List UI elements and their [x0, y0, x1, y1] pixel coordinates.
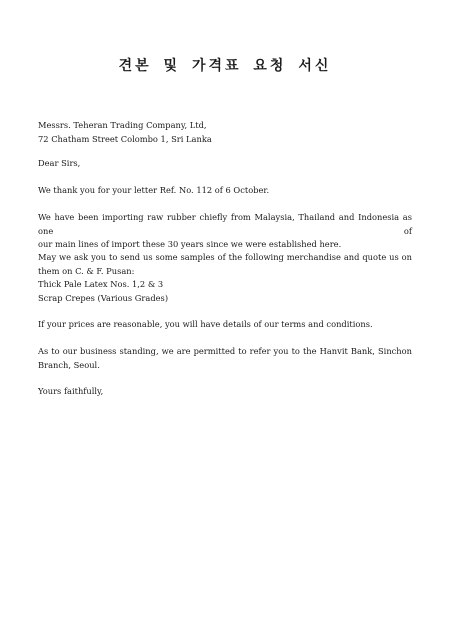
paragraph-5-line-2: Branch, Seoul.: [38, 359, 100, 370]
salutation: [38, 157, 412, 171]
paragraph-3: [38, 251, 412, 305]
paragraph-5-line-1: As to our business standing, we are permitted to refer you to the Hanvit Bank, Sinchon: [38, 346, 412, 356]
address-line-2: 72 Chatham Street Colombo 1, Sri Lanka: [38, 133, 212, 144]
paragraph-1: [38, 184, 412, 198]
merchandise-item-2: Scrap Crepes (Various Grades): [38, 292, 169, 303]
paragraph-4-text: If your prices are reasonable, you will have details of our terms and conditions.: [38, 319, 373, 329]
paragraph-2-line-2: our main lines of import these 30 years since we were established here.: [38, 239, 342, 249]
letter-title: 견본 및 가격표 요청 서신: [118, 58, 332, 74]
paragraph-3-line-1: May we ask you to send us some samples of the following merchandise and quote us on: [38, 252, 412, 262]
recipient-address: [38, 119, 412, 146]
paragraph-5: [38, 345, 412, 372]
salutation-text: Dear Sirs,: [38, 158, 81, 168]
paragraph-1-text: We thank you for your letter Ref. No. 112 of 6 October.: [38, 185, 270, 195]
paragraph-2-line-1: We have been importing raw rubber chiefly from Malaysia, Thailand and Indonesia as one of: [38, 212, 412, 236]
closing-text: Yours faithfully,: [38, 386, 104, 396]
paragraph-4: [38, 318, 412, 332]
address-line-1: Messrs. Teheran Trading Company, Ltd,: [38, 120, 207, 130]
paragraph-2: [38, 211, 412, 252]
merchandise-item-1: Thick Pale Latex Nos. 1,2 & 3: [38, 279, 164, 289]
closing: [38, 385, 412, 399]
paragraph-3-line-2: them on C. & F. Pusan:: [38, 265, 135, 276]
